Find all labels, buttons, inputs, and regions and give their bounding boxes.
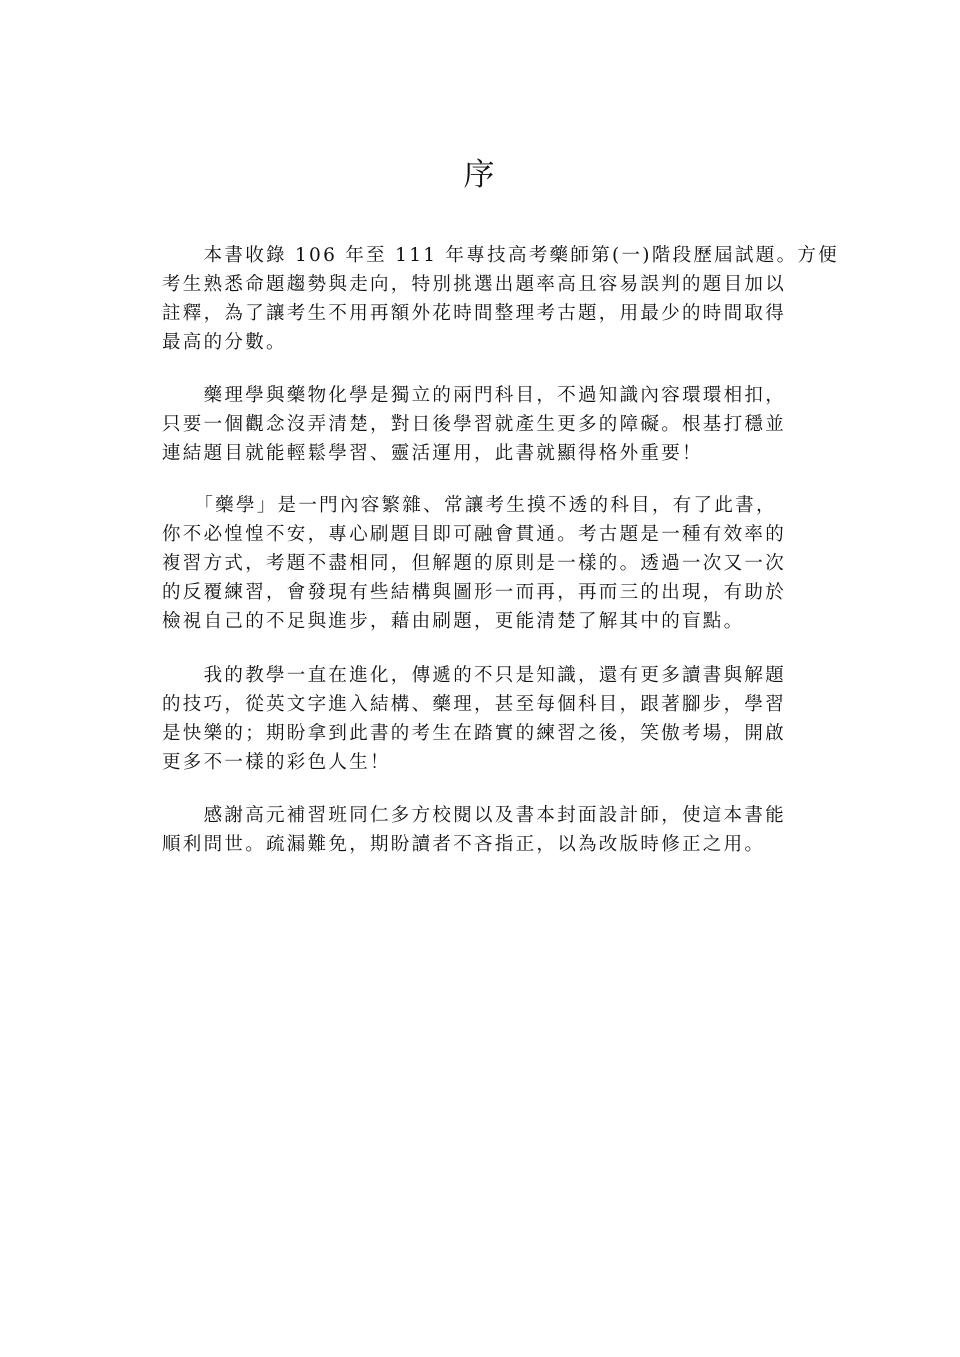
paragraph-line: 更多不一樣的彩色人生！ bbox=[162, 752, 391, 773]
paragraph-line: 藥理學與藥物化學是獨立的兩門科目，不過知識內容環環相扣， bbox=[162, 385, 787, 406]
paragraph-line: 考生熟悉命題趨勢與走向，特別挑選出題率高且容易誤判的題目加以 bbox=[162, 274, 787, 295]
paragraph-line: 本書收錄 106 年至 111 年專技高考藥師第(一)階段歷屆試題。方便 bbox=[162, 245, 839, 266]
paragraph-1 bbox=[162, 241, 839, 357]
paragraph-line: 是快樂的；期盼拿到此書的考生在踏實的練習之後，笑傲考場，開啟 bbox=[162, 723, 787, 744]
paragraph-line: 只要一個觀念沒弄清楚，對日後學習就產生更多的障礙。根基打穩並 bbox=[162, 414, 787, 435]
paragraph-line: 感謝高元補習班同仁多方校閱以及書本封面設計師，使這本書能 bbox=[162, 805, 787, 826]
paragraph-2 bbox=[162, 381, 802, 468]
paragraph-line: 我的教學一直在進化，傳遞的不只是知識，還有更多讀書與解題 bbox=[162, 665, 787, 686]
paragraph-line: 檢視自己的不足與進步，藉由刷題，更能清楚了解其中的盲點。 bbox=[162, 611, 745, 632]
paragraph-line: 的反覆練習，會發現有些結構與圖形一而再，再而三的出現，有助於 bbox=[162, 582, 787, 603]
page-title: 序 bbox=[463, 157, 497, 193]
paragraph-line: 你不必惶惶不安，專心刷題目即可融會貫通。考古題是一種有效率的 bbox=[162, 524, 787, 545]
paragraph-4 bbox=[162, 661, 802, 777]
paragraph-line: 「藥學」是一門內容繁雜、常讓考生摸不透的科目，有了此書， bbox=[162, 495, 777, 516]
paragraph-line: 順利問世。疏漏難免，期盼讀者不吝指正，以為改版時修正之用。 bbox=[162, 834, 766, 855]
paragraph-5 bbox=[162, 801, 802, 859]
paragraph-line: 註釋，為了讓考生不用再額外花時間整理考古題，用最少的時間取得 bbox=[162, 303, 787, 324]
paragraph-line: 連結題目就能輕鬆學習、靈活運用，此書就顯得格外重要！ bbox=[162, 443, 703, 464]
paragraph-3 bbox=[162, 491, 802, 636]
paragraph-line: 最高的分數。 bbox=[162, 332, 287, 353]
paragraph-line: 複習方式，考題不盡相同，但解題的原則是一樣的。透過一次又一次 bbox=[162, 553, 787, 574]
paragraph-line: 的技巧，從英文字進入結構、藥理，甚至每個科目，跟著腳步，學習 bbox=[162, 694, 787, 715]
